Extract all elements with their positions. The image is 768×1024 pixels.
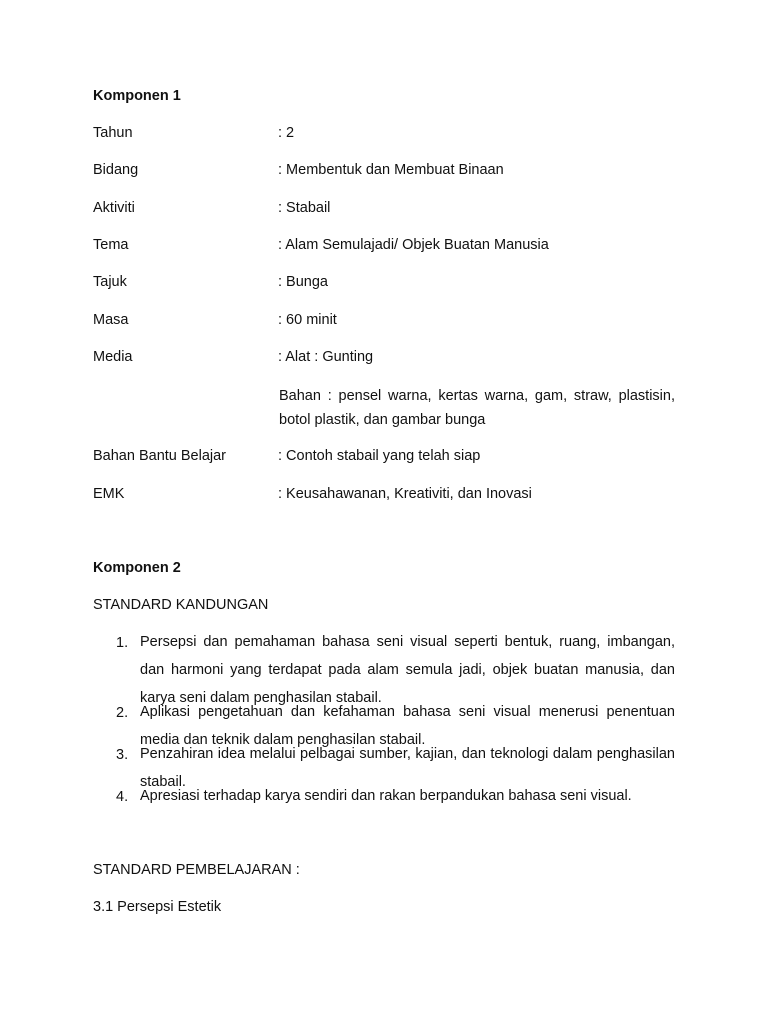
field-label-tajuk: Tajuk <box>93 274 127 290</box>
komponen-1-heading: Komponen 1 <box>93 88 181 104</box>
field-label-emk: EMK <box>93 486 125 502</box>
field-value-tahun: : 2 <box>278 125 295 141</box>
list-item-number: 2. <box>116 705 129 721</box>
komponen-2-heading: Komponen 2 <box>93 560 181 576</box>
field-label-bahan-bantu-belajar: Bahan Bantu Belajar <box>93 448 227 464</box>
list-item-text: Aplikasi pengetahuan dan kefahaman bahasa seni visual menerusi penentuan media dan teknik dalam penghasilan stabail. <box>140 704 675 748</box>
standard-kandungan-heading: STANDARD KANDUNGAN <box>93 597 269 613</box>
field-label-masa: Masa <box>93 312 129 328</box>
list-item-number: 3. <box>116 747 129 763</box>
field-label-tahun: Tahun <box>93 125 133 141</box>
field-value-tema: : Alam Semulajadi/ Objek Buatan Manusia <box>278 237 549 253</box>
field-value-media: : Alat : Gunting <box>278 349 374 365</box>
field-value-bahan-bantu-belajar: : Contoh stabail yang telah siap <box>278 448 481 464</box>
field-value-aktiviti: : Stabail <box>278 200 331 216</box>
list-item-text: Apresiasi terhadap karya sendiri dan rakan berpandukan bahasa seni visual. <box>140 788 632 804</box>
list-item-number: 1. <box>116 635 129 651</box>
standard-pembelajaran-heading: STANDARD PEMBELAJARAN : <box>93 862 300 878</box>
list-item-text: Penzahiran idea melalui pelbagai sumber, kajian, dan teknologi dalam penghasilan stabail. <box>140 746 675 790</box>
field-label-tema: Tema <box>93 237 129 253</box>
field-label-aktiviti: Aktiviti <box>93 200 135 216</box>
field-value-tajuk: : Bunga <box>278 274 328 290</box>
field-value-emk: : Keusahawanan, Kreativiti, dan Inovasi <box>278 486 532 502</box>
media-bahan-text: Bahan : pensel warna, kertas warna, gam, straw, plastisin, botol plastik, dan gambar bunga <box>279 388 675 428</box>
field-value-bidang: : Membentuk dan Membuat Binaan <box>278 162 504 178</box>
field-value-masa: : 60 minit <box>278 312 337 328</box>
field-label-media: Media <box>93 349 133 365</box>
list-item-number: 4. <box>116 789 129 805</box>
list-item-text: Persepsi dan pemahaman bahasa seni visual seperti bentuk, ruang, imbangan, dan harmoni yang terdapat pada alam semula jadi, objek buatan manusia, dan karya seni dalam penghasilan stabail. <box>140 634 675 706</box>
standard-pembelajaran-item: 3.1 Persepsi Estetik <box>93 899 222 915</box>
field-label-bidang: Bidang <box>93 162 139 178</box>
